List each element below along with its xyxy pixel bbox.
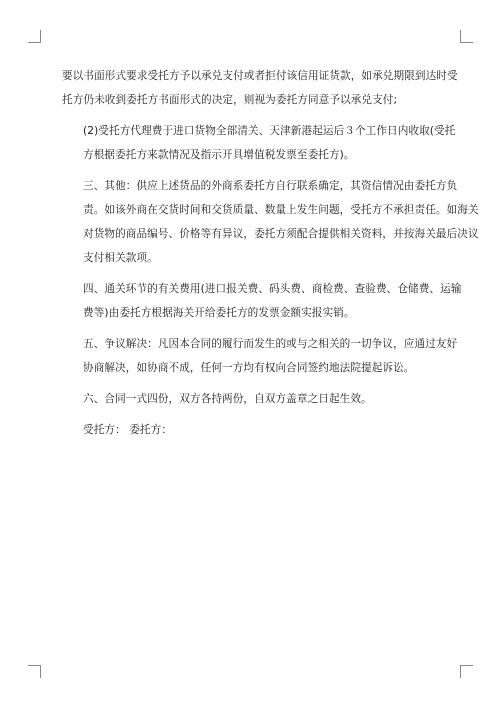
paragraph-line: 三、其他：供应上述货品的外商系委托方自行联系确定，其资信情况由委托方负 bbox=[83, 180, 458, 192]
paragraph-line: 支付相关款项。 bbox=[83, 252, 158, 264]
paragraph-line: 费等)由委托方根据海关开给委托方的发票金额实报实销。 bbox=[83, 307, 355, 319]
paragraph-line: 方根据委托方来款情况及指示开具增值税发票至委托方)。 bbox=[83, 149, 355, 161]
paragraph-line: 五、争议解决：凡因本合同的履行而发生的或与之相关的一切争议，应通过友好 bbox=[83, 338, 458, 350]
paragraph-other-terms bbox=[62, 174, 479, 270]
paragraph-line: 要以书面形式要求受托方予以承兑支付或者拒付该信用证货款，如承兑期限到达时受 bbox=[62, 70, 458, 82]
crop-mark-bottom-right bbox=[460, 665, 473, 678]
paragraph-agency-fee bbox=[62, 119, 456, 167]
paragraph-line: 托方仍未收到委托方书面形式的决定，则视为委托方同意予以承兑支付; bbox=[62, 94, 398, 106]
paragraph-dispute-resolution bbox=[62, 332, 458, 380]
crop-mark-top-left bbox=[28, 30, 41, 43]
crop-mark-bottom-left bbox=[28, 665, 41, 678]
paragraph-line: 六、合同一式四份，双方各持两份，自双方盖章之日起生效。 bbox=[83, 393, 372, 405]
paragraph-copies-effective bbox=[62, 387, 448, 411]
paragraph-acceptance-decision bbox=[62, 64, 458, 112]
document-body bbox=[62, 64, 479, 449]
paragraph-line: 受托方： 委托方： bbox=[83, 424, 173, 436]
paragraph-line: 四、通关环节的有关费用(进口报关费、码头费、商检费、查验费、仓储费、运输 bbox=[83, 283, 462, 295]
paragraph-line: 协商解决，如协商不成，任何一方均有权向合同签约地法院提起诉讼。 bbox=[83, 362, 415, 374]
crop-mark-top-right bbox=[460, 30, 473, 43]
signature-parties bbox=[62, 418, 448, 442]
paragraph-line: 责。如该外商在交货时间和交货质量、数量上发生问题，受托方不承担责任。如海关 bbox=[83, 204, 479, 216]
paragraph-line: 对货物的商品编号、价格等有异议，委托方须配合提供相关资料，并按海关最后决议 bbox=[83, 228, 479, 240]
paragraph-customs-fees bbox=[62, 277, 462, 325]
paragraph-line: (2)受托方代理费于进口货物全部清关、天津新港起运后３个工作日内收取(受托 bbox=[83, 125, 456, 137]
